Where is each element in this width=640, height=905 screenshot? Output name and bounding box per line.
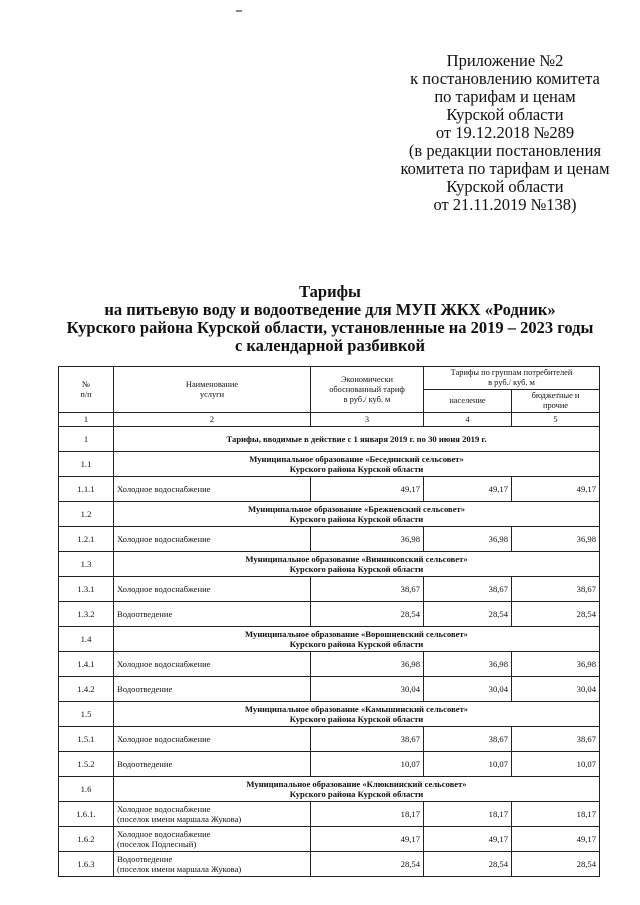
row-population-tariff: 28,54: [424, 602, 512, 627]
section-num: 1.5: [59, 702, 114, 727]
period-title: Тарифы, вводимые в действие с 1 января 2019 г. по 30 июня 2019 г.: [114, 427, 600, 452]
row-service-name: Холодное водоснабжение: [114, 527, 311, 552]
row-economic-tariff: 10,07: [311, 752, 424, 777]
section-num: 1.1: [59, 452, 114, 477]
section-title: Муниципальное образование «Клюквинский сельсовет» Курского района Курской области: [114, 777, 600, 802]
row-num: 1.3.1: [59, 577, 114, 602]
section-num: 1.2: [59, 502, 114, 527]
appendix-line: от 19.12.2018 №289: [435, 123, 575, 142]
section-row: [59, 627, 600, 652]
table-row: [59, 577, 600, 602]
row-num: 1.5.1: [59, 727, 114, 752]
row-service-name: Водоотведение: [114, 752, 311, 777]
header-population: население: [424, 390, 512, 413]
row-num: 1.5.2: [59, 752, 114, 777]
row-budget-tariff: 18,17: [512, 802, 600, 827]
row-num: 1.6.2: [59, 827, 114, 852]
col-number: 1: [59, 413, 114, 427]
row-population-tariff: 28,54: [424, 852, 512, 877]
row-population-tariff: 36,98: [424, 527, 512, 552]
row-num: 1.6.1.: [59, 802, 114, 827]
row-budget-tariff: 38,67: [512, 727, 600, 752]
row-budget-tariff: 49,17: [512, 477, 600, 502]
section-title: Муниципальное образование «Ворошневский сельсовет» Курского района Курской области: [114, 627, 600, 652]
appendix-line: Курской области: [446, 177, 564, 196]
section-num: 1.4: [59, 627, 114, 652]
row-population-tariff: 49,17: [424, 477, 512, 502]
row-budget-tariff: 36,98: [512, 527, 600, 552]
section-title: Муниципальное образование «Бесединский сельсовет» Курского района Курской области: [114, 452, 600, 477]
title-line: с календарной разбивкой: [234, 336, 426, 355]
section-row: [59, 502, 600, 527]
table-row: [59, 602, 600, 627]
row-num: 1.6.3: [59, 852, 114, 877]
row-population-tariff: 36,98: [424, 652, 512, 677]
row-budget-tariff: 30,04: [512, 677, 600, 702]
section-num: 1.3: [59, 552, 114, 577]
row-service-name: Холодное водоснабжение (поселок Подлесный): [114, 827, 311, 852]
row-economic-tariff: 38,67: [311, 577, 424, 602]
header-budget: бюджетные и прочие: [512, 390, 600, 413]
row-budget-tariff: 10,07: [512, 752, 600, 777]
row-num: 1.4.2: [59, 677, 114, 702]
header-economic: Экономически обоснованный тариф в руб./ куб. м: [311, 367, 424, 413]
header-num: № п/п: [59, 367, 114, 413]
row-service-name: Холодное водоснабжение (поселок имени маршала Жукова): [114, 802, 311, 827]
section-row: [59, 552, 600, 577]
appendix-line: Курской области: [446, 105, 564, 124]
row-service-name: Водоотведение (поселок имени маршала Жукова): [114, 852, 311, 877]
section-row: [59, 452, 600, 477]
table-row: [59, 802, 600, 827]
scan-mark: [236, 10, 242, 12]
table-row: [59, 477, 600, 502]
row-population-tariff: 38,67: [424, 727, 512, 752]
title-line: Тарифы: [299, 282, 361, 301]
row-population-tariff: 30,04: [424, 677, 512, 702]
appendix-line: по тарифам и ценам: [434, 87, 576, 106]
table-row: [59, 852, 600, 877]
table-row: [59, 527, 600, 552]
row-economic-tariff: 49,17: [311, 477, 424, 502]
col-number: 4: [424, 413, 512, 427]
table-row: [59, 727, 600, 752]
appendix-reference: [380, 52, 630, 214]
row-economic-tariff: 18,17: [311, 802, 424, 827]
row-num: 1.1.1: [59, 477, 114, 502]
row-economic-tariff: 30,04: [311, 677, 424, 702]
row-budget-tariff: 38,67: [512, 577, 600, 602]
row-num: 1.2.1: [59, 527, 114, 552]
row-budget-tariff: 36,98: [512, 652, 600, 677]
table-row: [59, 677, 600, 702]
row-service-name: Холодное водоснабжение: [114, 652, 311, 677]
section-row: [59, 777, 600, 802]
appendix-line: к постановлению комитета: [410, 69, 600, 88]
row-population-tariff: 38,67: [424, 577, 512, 602]
row-population-tariff: 49,17: [424, 827, 512, 852]
row-service-name: Холодное водоснабжение: [114, 577, 311, 602]
appendix-line: Приложение №2: [446, 51, 564, 70]
title-line: на питьевую воду и водоотведение для МУП ЖКХ «Родник»: [104, 300, 556, 319]
document-title: [60, 283, 600, 355]
tariff-table: [58, 366, 600, 877]
row-num: 1.3.2: [59, 602, 114, 627]
table-row: [59, 752, 600, 777]
row-population-tariff: 18,17: [424, 802, 512, 827]
row-budget-tariff: 49,17: [512, 827, 600, 852]
row-economic-tariff: 28,54: [311, 602, 424, 627]
section-row: [59, 702, 600, 727]
col-number: 3: [311, 413, 424, 427]
row-economic-tariff: 38,67: [311, 727, 424, 752]
col-number: 5: [512, 413, 600, 427]
appendix-line: от 21.11.2019 №138): [433, 195, 577, 214]
appendix-line: (в редакции постановления: [408, 141, 602, 160]
period-num: 1: [59, 427, 114, 452]
row-economic-tariff: 36,98: [311, 527, 424, 552]
table-row: [59, 827, 600, 852]
row-economic-tariff: 36,98: [311, 652, 424, 677]
section-title: Муниципальное образование «Винниковский сельсовет» Курского района Курской области: [114, 552, 600, 577]
row-service-name: Холодное водоснабжение: [114, 727, 311, 752]
row-service-name: Водоотведение: [114, 677, 311, 702]
section-title: Муниципальное образование «Брежневский сельсовет» Курского района Курской области: [114, 502, 600, 527]
header-groups: Тарифы по группам потребителей в руб./ куб. м: [424, 367, 600, 390]
row-service-name: Водоотведение: [114, 602, 311, 627]
section-num: 1.6: [59, 777, 114, 802]
row-budget-tariff: 28,54: [512, 852, 600, 877]
row-population-tariff: 10,07: [424, 752, 512, 777]
col-number: 2: [114, 413, 311, 427]
row-num: 1.4.1: [59, 652, 114, 677]
table-row: [59, 652, 600, 677]
title-line: Курского района Курской области, установленные на 2019 – 2023 годы: [66, 318, 594, 337]
section-title: Муниципальное образование «Камышинский сельсовет» Курского района Курской области: [114, 702, 600, 727]
row-budget-tariff: 28,54: [512, 602, 600, 627]
row-service-name: Холодное водоснабжение: [114, 477, 311, 502]
row-economic-tariff: 49,17: [311, 827, 424, 852]
row-economic-tariff: 28,54: [311, 852, 424, 877]
appendix-line: комитета по тарифам и ценам: [400, 159, 610, 178]
header-name: Наименование услуги: [114, 367, 311, 413]
